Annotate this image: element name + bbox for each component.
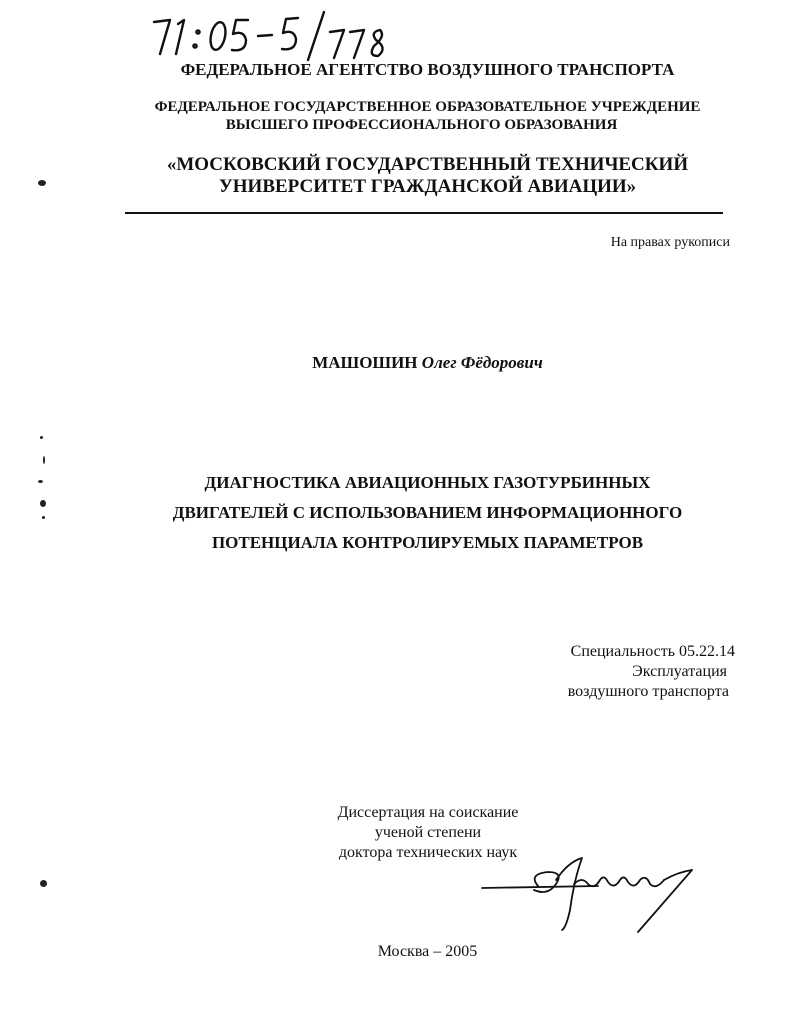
institution-line-2: ВЫСШЕГО ПРОФЕССИОНАЛЬНОГО ОБРАЗОВАНИЯ — [225, 117, 618, 133]
institution-line-1: ФЕДЕРАЛЬНОЕ ГОСУДАРСТВЕННОЕ ОБРАЗОВАТЕЛЬНОЕ УЧРЕЖДЕНИЕ — [154, 99, 701, 115]
dissertation-title-line-1: ДИАГНОСТИКА АВИАЦИОННЫХ ГАЗОТУРБИННЫХ — [204, 473, 651, 492]
scan-speck — [40, 880, 47, 887]
author-given-names: Олег Фёдорович — [421, 353, 543, 372]
scan-speck — [40, 436, 43, 439]
handwritten-number-drawing — [148, 8, 428, 64]
author-surname: МАШОШИН — [312, 353, 418, 372]
author-signature — [478, 850, 700, 940]
handwritten-catalog-number — [148, 8, 428, 64]
agency-name: ФЕДЕРАЛЬНОЕ АГЕНТСТВО ВОЗДУШНОГО ТРАНСПОРТА — [180, 60, 675, 79]
scan-speck — [42, 516, 45, 519]
degree-line-2: ученой степени — [374, 824, 482, 841]
city-year: Москва – 2005 — [377, 943, 478, 960]
university-line-1: «МОСКОВСКИЙ ГОСУДАРСТВЕННЫЙ ТЕХНИЧЕСКИЙ — [166, 154, 689, 175]
dissertation-title-line-2: ДВИГАТЕЛЕЙ С ИСПОЛЬЗОВАНИЕМ ИНФОРМАЦИОННОГО — [172, 503, 683, 522]
degree-line-1: Диссертация на соискание — [337, 804, 519, 821]
degree-line-3: доктора технических наук — [338, 844, 518, 861]
dissertation-title-line-3: ПОТЕНЦИАЛА КОНТРОЛИРУЕМЫХ ПАРАМЕТРОВ — [211, 533, 644, 552]
scan-speck — [40, 500, 46, 507]
author-name — [28, 353, 799, 373]
scan-speck — [38, 480, 43, 483]
specialty-name-line-1: Эксплуатация — [632, 663, 727, 680]
specialty-block — [530, 642, 735, 702]
specialty-code: Специальность 05.22.14 — [570, 643, 735, 660]
signature-drawing — [478, 850, 700, 940]
manuscript-note: На правах рукописи — [610, 235, 730, 250]
scan-speck — [43, 456, 45, 464]
specialty-name-line-2: воздушного транспорта — [567, 683, 729, 700]
scan-speck — [38, 180, 46, 186]
header-divider — [125, 212, 723, 214]
university-line-2: УНИВЕРСИТЕТ ГРАЖДАНСКОЙ АВИАЦИИ» — [218, 176, 637, 197]
